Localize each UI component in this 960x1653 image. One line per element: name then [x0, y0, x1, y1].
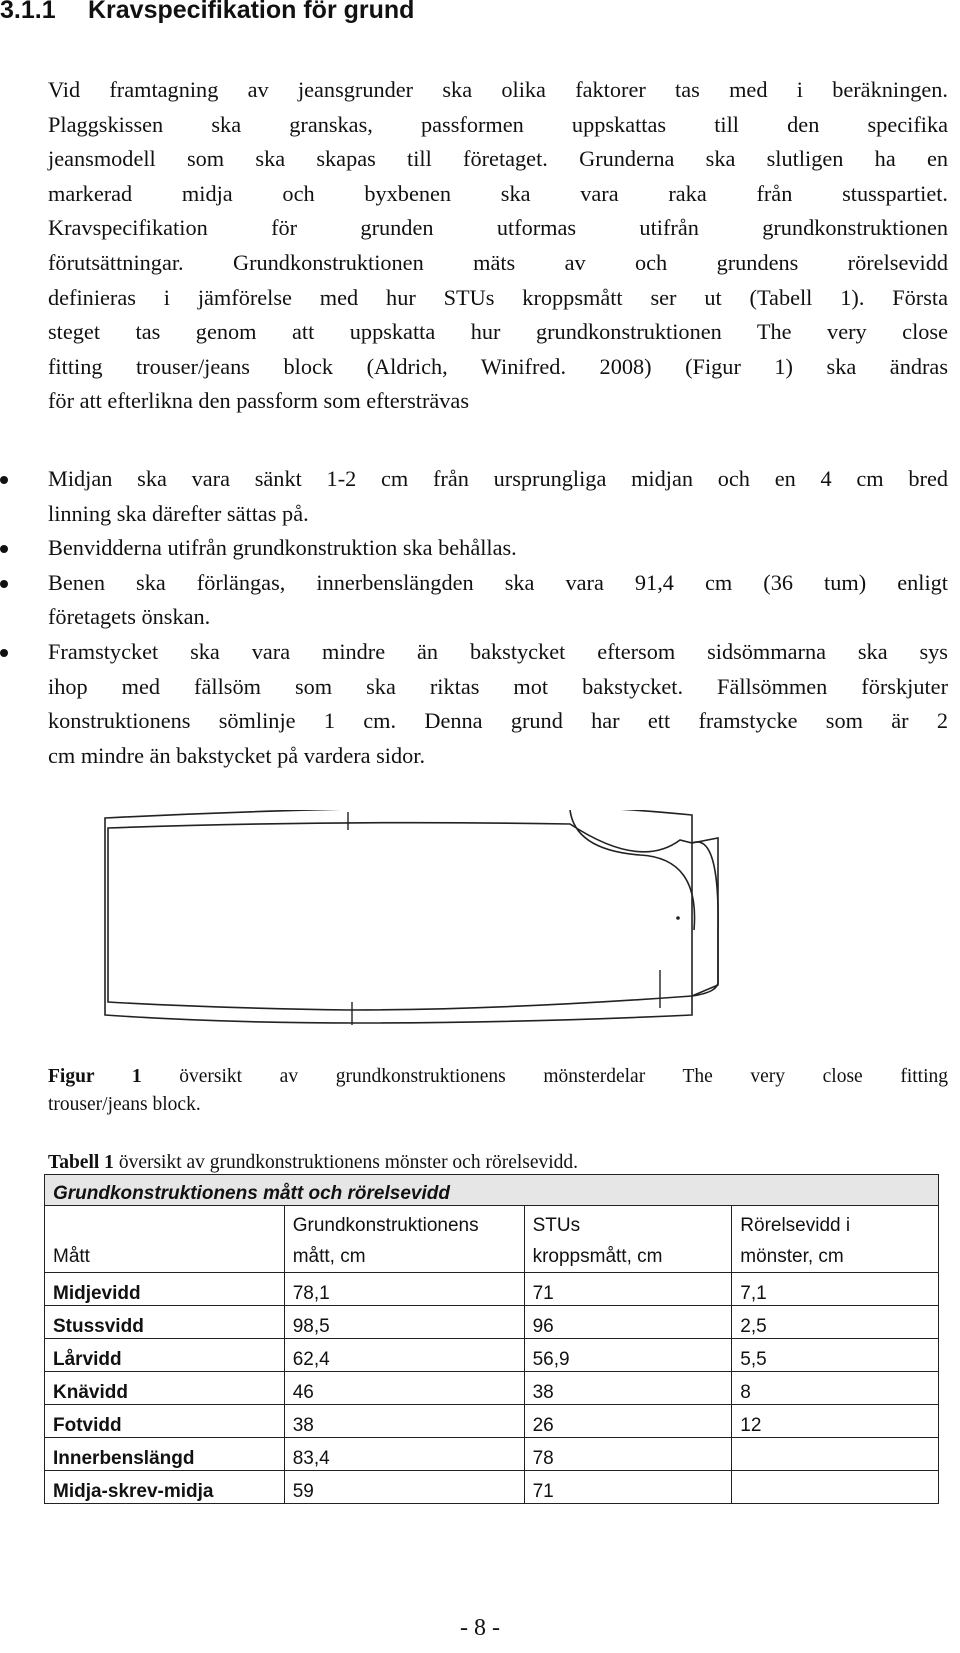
column-header-line1: STUs [532, 1215, 581, 1236]
list-item [0, 566, 948, 635]
table-row [45, 1438, 939, 1471]
table-row [45, 1273, 939, 1306]
row-label: Midja-skrev-midja [45, 1471, 285, 1504]
pattern-block-figure [100, 810, 920, 1030]
row-label: Knävidd [45, 1372, 285, 1405]
list-item-last-line: linning ska därefter sättas på. [48, 500, 309, 526]
section-heading [0, 0, 414, 25]
list-item-line: ihop med fällsöm som ska riktas mot bakstycket. Fällsömmen förskjuter [48, 673, 948, 699]
table-cell: 8 [732, 1372, 939, 1405]
intro-line: definieras i jämförelse med hur STUs kroppsmått ser ut (Tabell 1). Första [48, 284, 948, 310]
column-header [45, 1206, 285, 1273]
list-item [0, 531, 948, 566]
table-cell: 78,1 [284, 1273, 524, 1306]
figure-label: Figur 1 [48, 1066, 142, 1087]
measurements-table [44, 1174, 939, 1504]
intro-line: förutsättningar. Grundkonstruktionen mäts av och grundens rörelsevidd [48, 249, 948, 275]
list-item [0, 462, 948, 531]
list-item-line: Benen ska förlängas, innerbenslängden ska vara 91,4 cm (36 tum) enligt [48, 569, 948, 595]
column-header-line2: mått, cm [292, 1246, 366, 1267]
table-title-text: översikt av grundkonstruktionens mönster och rörelsevidd. [113, 1152, 579, 1173]
list-item [0, 635, 948, 773]
intro-line: steget tas genom att uppskatta hur grundkonstruktionen The very close [48, 319, 948, 345]
list-item-line: Midjan ska vara sänkt 1-2 cm från ursprungliga midjan och en 4 cm bred [48, 466, 948, 491]
figure-caption-line [48, 1063, 948, 1091]
list-item-line: Framstycket ska vara mindre än bakstycket eftersom sidsömmarna ska sys [48, 638, 948, 664]
list-item-line: konstruktionens sömlinje 1 cm. Denna grund har ett framstycke som är 2 [48, 708, 948, 734]
column-header [524, 1206, 732, 1273]
intro-line: fitting trouser/jeans block (Aldrich, Winifred. 2008) (Figur 1) ska ändras [48, 353, 948, 379]
intro-line: Kravspecifikation för grunden utformas utifrån grundkonstruktionen [48, 215, 948, 241]
table-cell: 62,4 [284, 1339, 524, 1372]
table-cell: 2,5 [732, 1306, 939, 1339]
table-caption: Grundkonstruktionens mått och rörelsevidd [45, 1175, 939, 1206]
row-label: Stussvidd [45, 1306, 285, 1339]
section-number: 3.1.1 [0, 0, 56, 24]
bullet-icon [0, 545, 8, 553]
table-cell: 38 [524, 1372, 732, 1405]
intro-line: Plaggskissen ska granskas, passformen uppskattas till den specifika [48, 111, 948, 137]
bullet-icon [0, 476, 8, 484]
requirements-list [0, 462, 960, 773]
table-cell: 96 [524, 1306, 732, 1339]
column-header-line1: Grundkonstruktionens [292, 1215, 479, 1236]
list-item-last-line: cm mindre än bakstycket på vardera sidor. [48, 742, 426, 768]
intro-line: Vid framtagning av jeansgrunder ska olika faktorer tas med i beräkningen. [48, 77, 948, 102]
column-header [284, 1206, 524, 1273]
column-header [732, 1206, 939, 1273]
intro-line: markerad midja och byxbenen ska vara raka från stusspartiet. [48, 180, 948, 206]
table-label: Tabell 1 [48, 1152, 114, 1173]
front-piece-outline [108, 823, 718, 1010]
hem-extension [692, 838, 718, 996]
intro-last-line: för att efterlikna den passform som eftersträvas [48, 388, 470, 414]
table-cell: 78 [524, 1438, 732, 1471]
row-label: Fotvidd [45, 1405, 285, 1438]
bullet-icon [0, 649, 8, 657]
row-label: Midjevidd [45, 1273, 285, 1306]
table-row [45, 1471, 939, 1504]
column-header-line1: Rörelsevidd i [740, 1215, 851, 1236]
table-cell: 71 [524, 1273, 732, 1306]
table-row [45, 1405, 939, 1438]
table-cell: 59 [284, 1471, 524, 1504]
table-row [45, 1339, 939, 1372]
table-header-row [45, 1206, 939, 1273]
list-item-last-line: företagets önskan. [48, 604, 211, 630]
table-caption-row [45, 1175, 939, 1206]
bullet-icon [0, 580, 8, 588]
table-cell: 98,5 [284, 1306, 524, 1339]
intro-line: jeansmodell som ska skapas till företaget. Grunderna ska slutligen ha en [48, 146, 948, 172]
table-cell: 5,5 [732, 1339, 939, 1372]
figure-caption-text: översikt av grundkonstruktionens mönsterdelar The very close fitting [179, 1066, 948, 1087]
table-row [45, 1306, 939, 1339]
row-label: Lårvidd [45, 1339, 285, 1372]
dot-marker [676, 916, 680, 920]
table-cell: 83,4 [284, 1438, 524, 1471]
column-header-line2: kroppsmått, cm [532, 1246, 663, 1267]
list-item-last-line: Benvidderna utifrån grundkonstruktion ska behållas. [48, 535, 517, 561]
table-cell: 46 [284, 1372, 524, 1405]
table-cell [732, 1471, 939, 1504]
figure-caption-line2: trouser/jeans block. [48, 1094, 201, 1115]
table-cell: 56,9 [524, 1339, 732, 1372]
row-label: Innerbenslängd [45, 1438, 285, 1471]
table-row [45, 1372, 939, 1405]
column-header-line2: Mått [53, 1246, 90, 1267]
crotch-curve [570, 810, 695, 930]
figure-caption [48, 1063, 948, 1119]
table-title [48, 1150, 948, 1176]
column-header-line2: mönster, cm [740, 1246, 844, 1267]
section-title: Kravspecifikation för grund [88, 0, 415, 24]
table-cell: 7,1 [732, 1273, 939, 1306]
table-cell: 71 [524, 1471, 732, 1504]
table-cell: 38 [284, 1405, 524, 1438]
page-number: - 8 - [460, 1615, 500, 1641]
table-cell: 26 [524, 1405, 732, 1438]
intro-paragraph [48, 73, 948, 419]
table-cell [732, 1438, 939, 1471]
table-cell: 12 [732, 1405, 939, 1438]
